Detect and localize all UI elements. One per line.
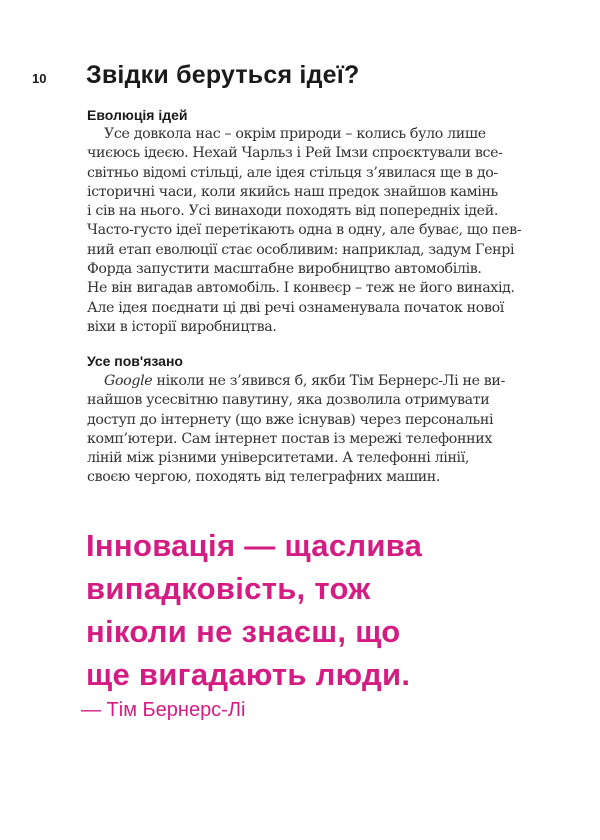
text-span: ніколи не з’явився б, якби Тім Бернерс-Лі не ви- <box>152 373 505 389</box>
pull-quote <box>86 524 422 696</box>
quote-line: ще вигадають люди. <box>86 657 411 692</box>
page-number: 10 <box>32 71 47 86</box>
text-line: Але ідея поєднати ці дві речі ознаменувала початок нової <box>87 299 504 316</box>
text-line: Форда запустити масштабне виробництво автомобілів. <box>87 261 482 278</box>
text-line: найшов усесвітню павутину, яка дозволила отримувати <box>87 392 490 409</box>
quote-line: ніколи не знаєш, що <box>86 614 401 649</box>
text-line <box>87 372 505 391</box>
text-line: Не він вигадав автомобіль. І конвеєр – теж не його винахід. <box>87 280 515 297</box>
text-line: ліній між різними університетами. А телефонні лінії, <box>87 450 470 467</box>
text-line: Усе довкола нас – окрім природи – колись було лише <box>104 126 486 142</box>
quote-attribution: — Тім Бернерс-Лі <box>81 699 246 721</box>
section-heading-connected: Усе пов'язано <box>87 353 183 369</box>
quote-line: Інновація — щаслива <box>86 528 423 563</box>
text-line: Часто-густо ідеї перетікають одна в одну, але буває, що пев- <box>87 222 522 239</box>
section-body-connected <box>87 372 505 488</box>
section-heading-evolution: Еволюція ідей <box>87 107 188 123</box>
text-line: історичні часи, коли якийсь наш предок знайшов камінь <box>87 183 498 200</box>
text-line: комп’ютери. Сам інтернет постав із мережі телефонних <box>87 430 492 447</box>
text-line: доступ до інтернету (що вже існував) через персональні <box>87 411 494 428</box>
text-line: і сів на нього. Усі винаходи походять від попередніх ідей. <box>87 203 498 220</box>
text-line: світньо відомі стільці, але ідея стільця з’явилася ще в до- <box>87 164 498 181</box>
quote-line: випадковість, тож <box>86 571 371 606</box>
text-line: чиєюсь ідеєю. Нехай Чарльз і Рей Імзи спроєктували все- <box>87 145 503 162</box>
text-line: ний етап еволюції стає особливим: наприклад, задум Генрі <box>87 241 515 258</box>
google-italic: Google <box>104 373 153 389</box>
page-title: Звідки беруться ідеї? <box>86 61 360 89</box>
text-line: своєю чергою, походять від телеграфних машин. <box>87 469 441 486</box>
text-line: віхи в історії виробництва. <box>87 318 277 335</box>
section-body-evolution <box>87 125 522 337</box>
